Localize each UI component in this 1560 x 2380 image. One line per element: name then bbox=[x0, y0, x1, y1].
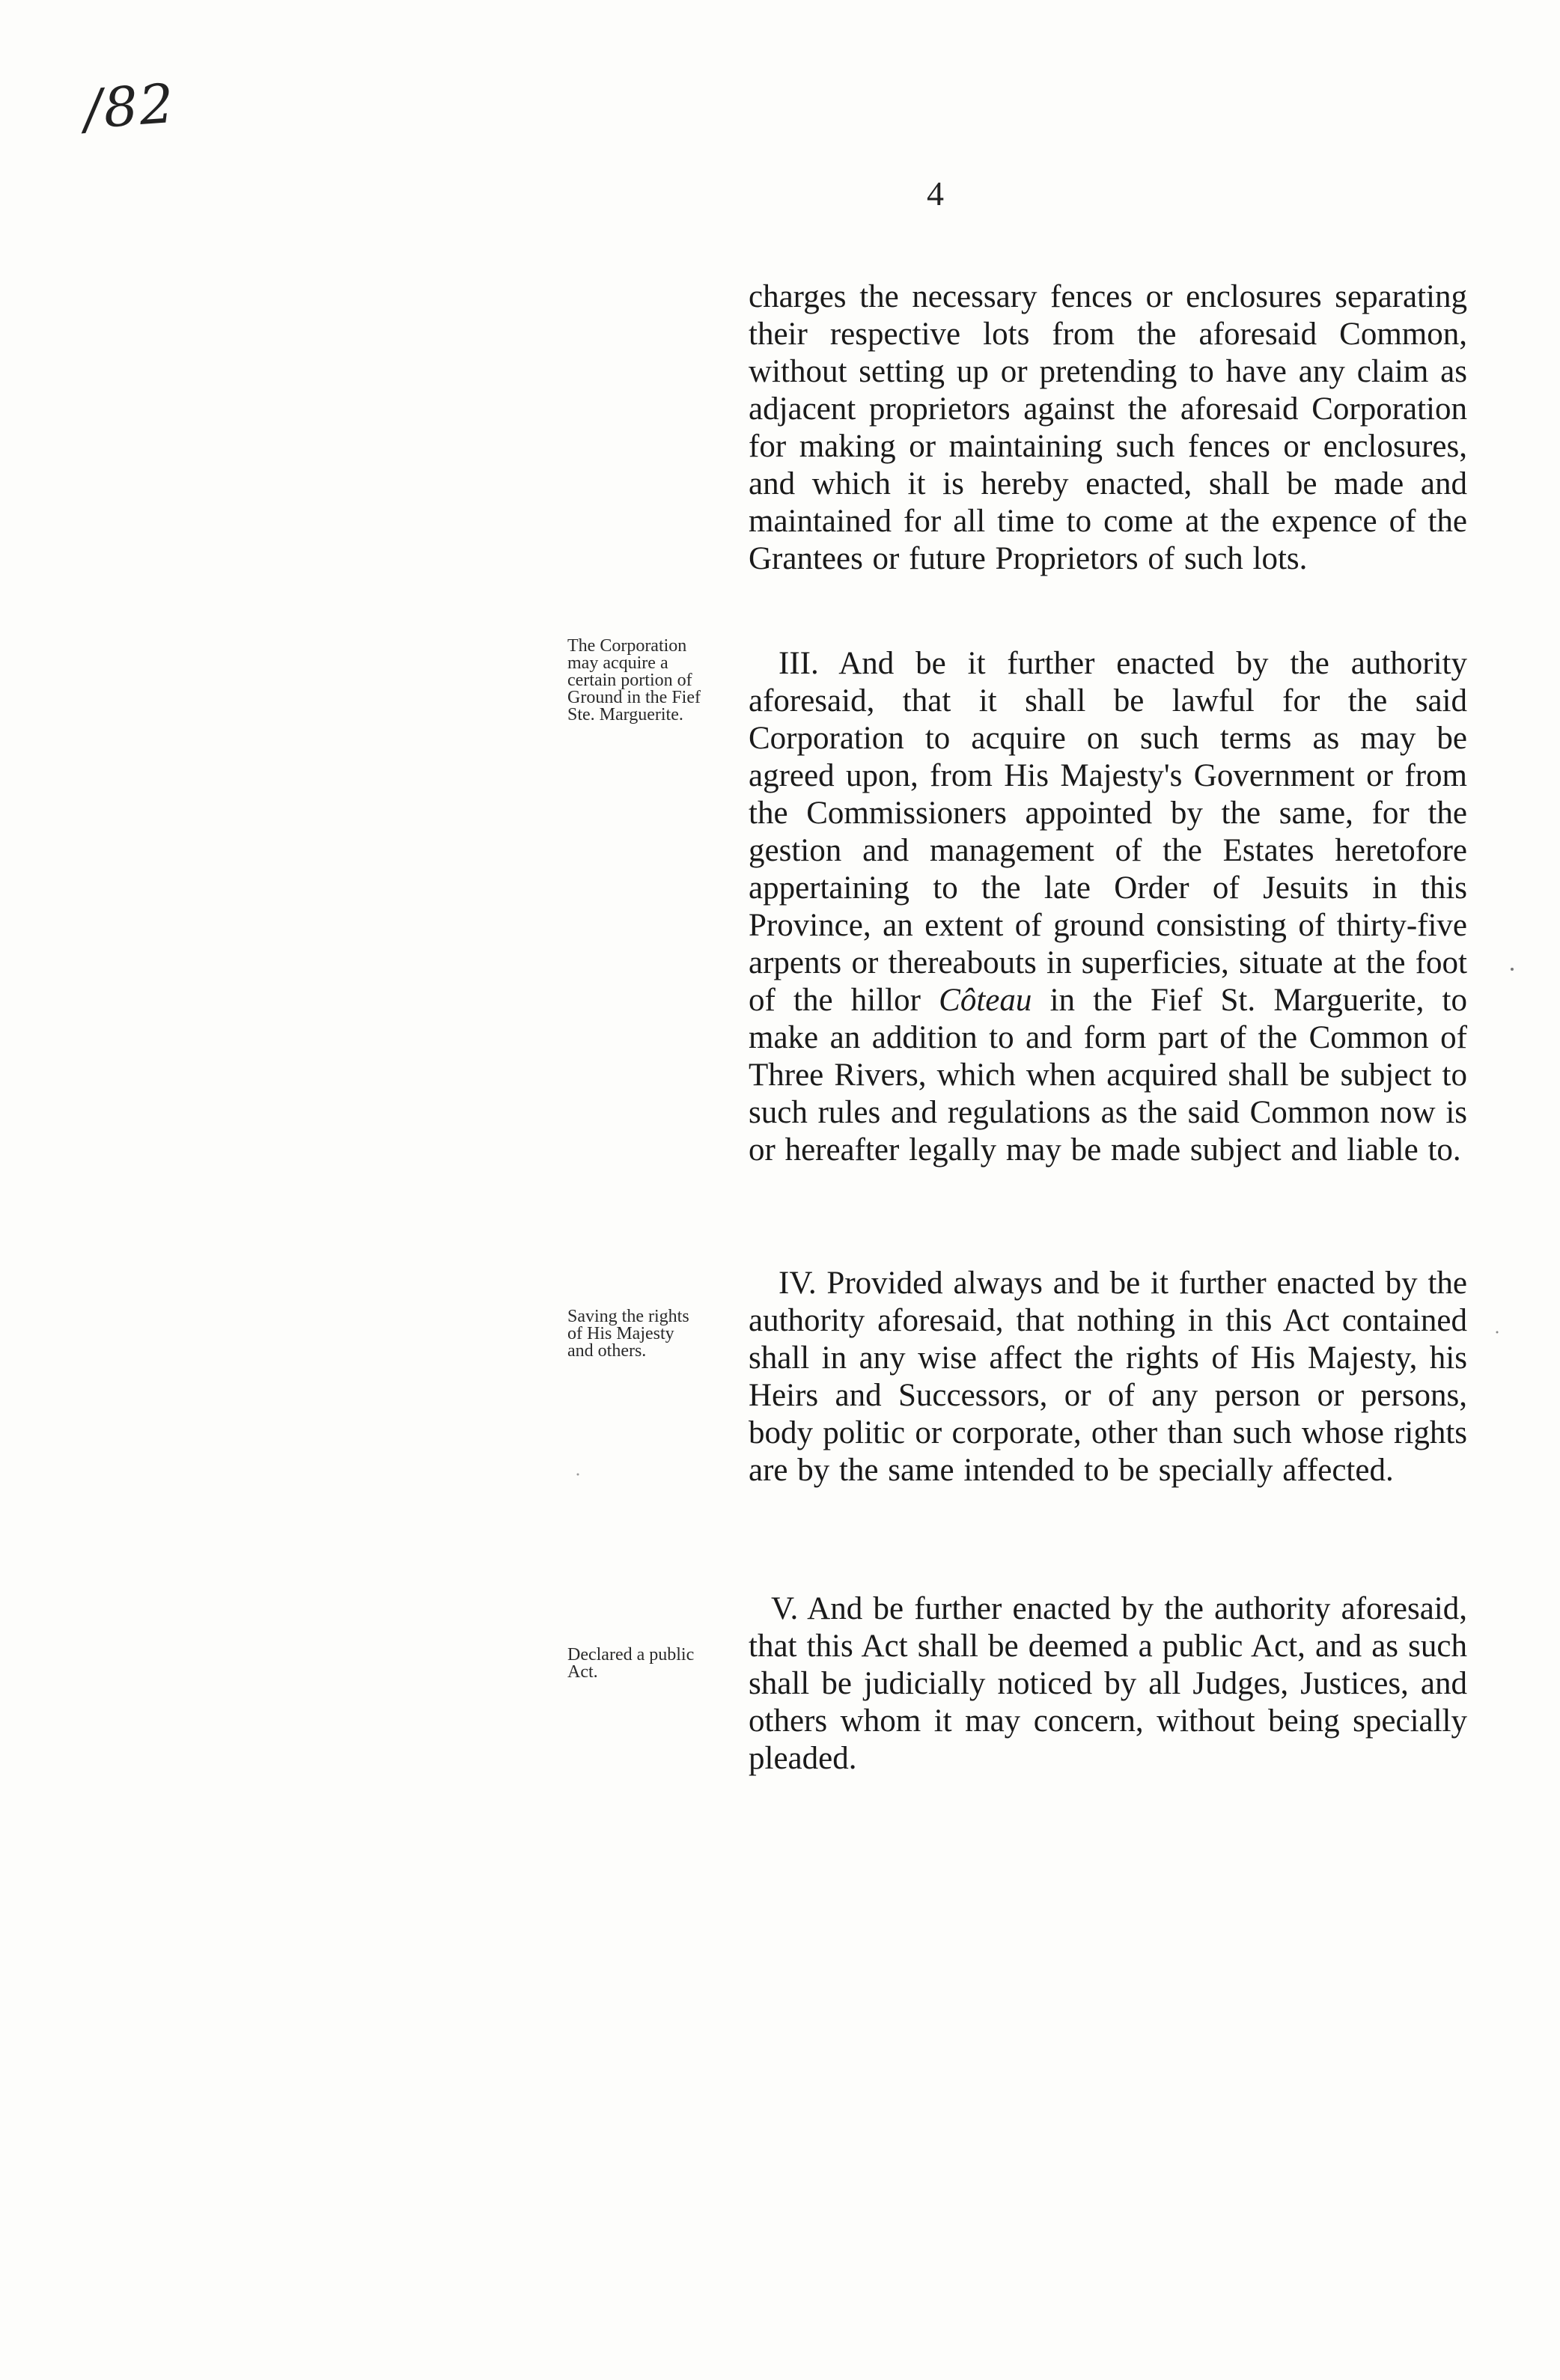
section-iii-text bbox=[749, 645, 1467, 1169]
section-numeral: III. bbox=[779, 646, 819, 681]
section-numeral: V. bbox=[771, 1591, 799, 1626]
section-v bbox=[749, 1590, 1467, 1778]
section-iii bbox=[749, 645, 1467, 1169]
section-v-text bbox=[749, 1590, 1467, 1778]
section-text: And be further enacted by the authority aforesaid, that this Act shall be deemed a public Act, and as such shall be judicially noticed by all Judges, Justices, and others whom it may concern, without being specially pleaded. bbox=[749, 1591, 1467, 1776]
section-text: Provided always and be it further enacted by the authority aforesaid, that nothing in this Act contained shall in any wise affect the rights of His Majesty, his Heirs and Successors, or of any person or persons, body politic or corporate, other than such whose rights are by the same intended to be specially affected. bbox=[749, 1266, 1467, 1488]
section-iv bbox=[749, 1265, 1467, 1489]
section-text-after: in the Fief St. Marguerite, to make an addition to and form part of the Common of Three Rivers, which when acquired shall be subject to such rules and regulations as the said Common now is or hereafter legally may be made subject and liable to. bbox=[749, 983, 1467, 1168]
section-numeral: IV. bbox=[779, 1266, 817, 1301]
page-number: 4 bbox=[927, 174, 944, 213]
section-text-before: And be it further enacted by the authority aforesaid, that it shall be lawful for the said Corporation to acquire on such terms as may be agreed upon, from His Majesty's Government or from the Commissioners appointed by the same, for the gestion and management of the Estates heretofore appertaining to the late Order of Jesuits in this Province, an extent of ground consisting of thirty-five arpents or thereabouts in superficies, situate at the foot of the hillor bbox=[749, 646, 1467, 1018]
margin-note-section-iii: The Corporation may acquire a certain portion of Ground in the Fief Ste. Marguerite. bbox=[567, 636, 701, 724]
paragraph-text: charges the necessary fences or enclosures separating their respective lots from the aforesaid Common, without setting up or pretending to have any claim as adjacent proprietors against the aforesaid Corporation for making or maintaining such fences or enclosures, and which it is hereby enacted, shall be made and maintained for all time to come at the expence of the Grantees or future Proprietors of such lots. bbox=[749, 279, 1467, 576]
archive-number: /82 bbox=[82, 71, 177, 141]
margin-note-section-v: Declared a public Act. bbox=[567, 1645, 695, 1682]
paragraph-continued bbox=[749, 278, 1467, 578]
section-italic-term: Côteau bbox=[939, 983, 1032, 1018]
margin-note-section-iv: Saving the rights of His Majesty and others. bbox=[567, 1307, 689, 1361]
section-iv-text bbox=[749, 1265, 1467, 1489]
